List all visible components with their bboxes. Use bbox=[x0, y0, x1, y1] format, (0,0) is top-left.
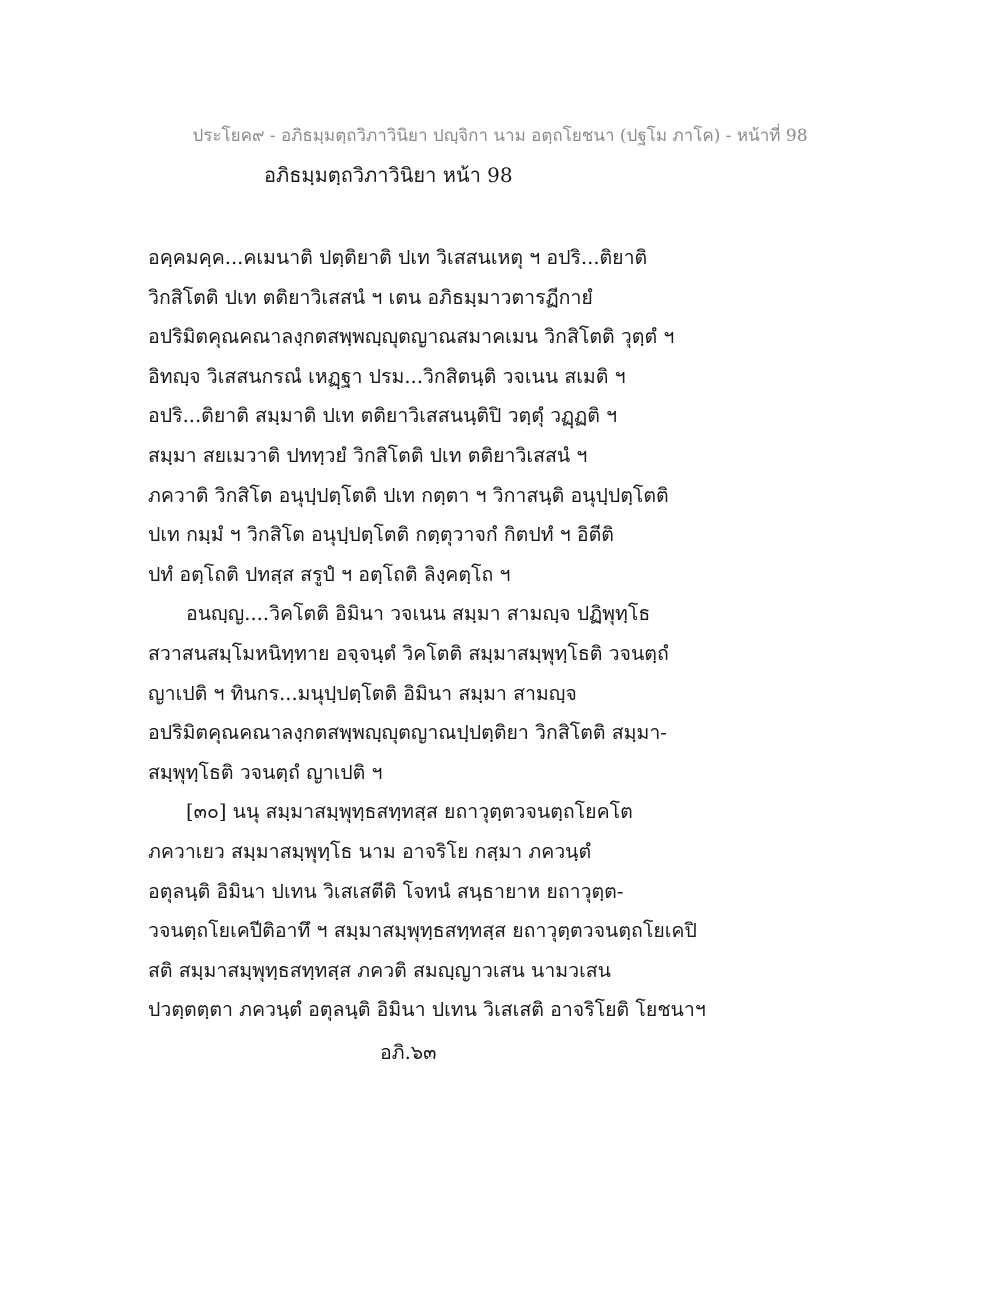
text-line: ปทํ อตฺโถติ ปทสฺส สรูปํ ฯ อตฺโถติ ลิงฺคตฺโถ ฯ bbox=[148, 562, 511, 586]
text-line: อิทญฺจ วิเสสนกรณํ เหฏฺฐา ปรม...วิกสิตนฺติ วจเนน สเมติ ฯ bbox=[148, 364, 626, 388]
paragraph-start-line: อนญฺญ....วิคโตติ อิมินา วจเนน สมฺมา สามญฺจ ปฏิพุทฺโธ bbox=[186, 602, 651, 626]
text-line: ปวตฺตตฺตา ภควนฺตํ อตุลนฺติ อิมินา ปเทน วิเสเสติ อาจริโยติ โยชนาฯ bbox=[148, 998, 706, 1022]
text-line: อตุลนฺติ อิมินา ปเทน วิเสเสตีติ โจทนํ สนฺธายาห ยถาวุตฺต- bbox=[148, 879, 624, 903]
text-line: อปริมิตคุณคณาลงฺกตสพฺพญฺญุตญาณสมาคเมน วิกสิโตติ วุตฺตํ ฯ bbox=[148, 325, 675, 349]
text-line: สวาสนสมฺโมหนิทฺทาย อจฺจนฺตํ วิคโตติ สมฺมาสมฺพุทฺโธติ วจนตฺถํ bbox=[148, 641, 669, 665]
text-line: วิกสิโตติ ปเท ตติยาวิเสสนํ ฯ เตน อภิธมฺมาวตารฏีกายํ bbox=[148, 285, 593, 309]
page-title: อภิธมฺมตฺถวิภาวินิยา หน้า 98 bbox=[264, 163, 513, 187]
text-line: ญาเปติ ฯ ทินกร...มนุปฺปตฺโตติ อิมินา สมฺมา สามญฺจ bbox=[148, 681, 577, 705]
signature-code: อภิ.๖๓ bbox=[380, 1041, 437, 1064]
text-line: อปริ...ติยาติ สมฺมาติ ปเท ตติยาวิเสสนนฺติปิ วตฺตุํ วฏฺฏติ ฯ bbox=[148, 404, 618, 428]
text-line: อคฺคมคฺค...คเมนาติ ปตฺติยาติ ปเท วิเสสนเหตุ ฯ อปริ...ติยาติ bbox=[148, 246, 648, 269]
text-line: ภควาติ วิกสิโต อนุปฺปตฺโตติ ปเท กตฺตา ฯ วิกาสนฺติ อนุปฺปตฺโตติ bbox=[148, 483, 669, 507]
body-text bbox=[148, 238, 868, 1030]
text-line: วจนตฺถโยเคปีติอาทึ ฯ สมฺมาสมฺพุทฺธสทฺทสฺส ยถาวุตฺตวจนตฺถโยเคปิ bbox=[148, 919, 697, 943]
running-header: ประโยค๙ - อภิธมฺมตฺถวิภาวินิยา ปญฺจิกา นาม อตฺถโยชนา (ปฐโม ภาโค) - หน้าที่ 98 bbox=[192, 126, 808, 146]
text-line: สมฺมา สยเมวาติ ปททฺวยํ วิกสิโตติ ปเท ตติยาวิเสสนํ ฯ bbox=[148, 443, 588, 467]
text-line: ภควาเยว สมฺมาสมฺพุทฺโธ นาม อาจริโย กสฺมา ภควนฺตํ bbox=[148, 839, 592, 863]
paragraph-start-line: [๓๐] นนุ สมฺมาสมฺพุทฺธสทฺทสฺส ยถาวุตฺตวจนตฺถโยคโต bbox=[186, 800, 633, 824]
text-line: ปเท กมฺมํ ฯ วิกสิโต อนุปฺปตฺโตติ กตฺตุวาจกํ กิตปทํ ฯ อิตีติ bbox=[148, 523, 614, 547]
text-line: อปริมิตคุณคณาลงฺกตสพฺพญฺญุตญาณปฺปตฺติยา วิกสิโตติ สมฺมา- bbox=[148, 721, 667, 745]
text-line: สติ สมฺมาสมฺพุทฺธสทฺทสฺส ภควติ สมญฺญาวเสน นามวเสน bbox=[148, 958, 611, 982]
text-line: สมฺพุทฺโธติ วจนตฺถํ ญาเปติ ฯ bbox=[148, 760, 383, 784]
